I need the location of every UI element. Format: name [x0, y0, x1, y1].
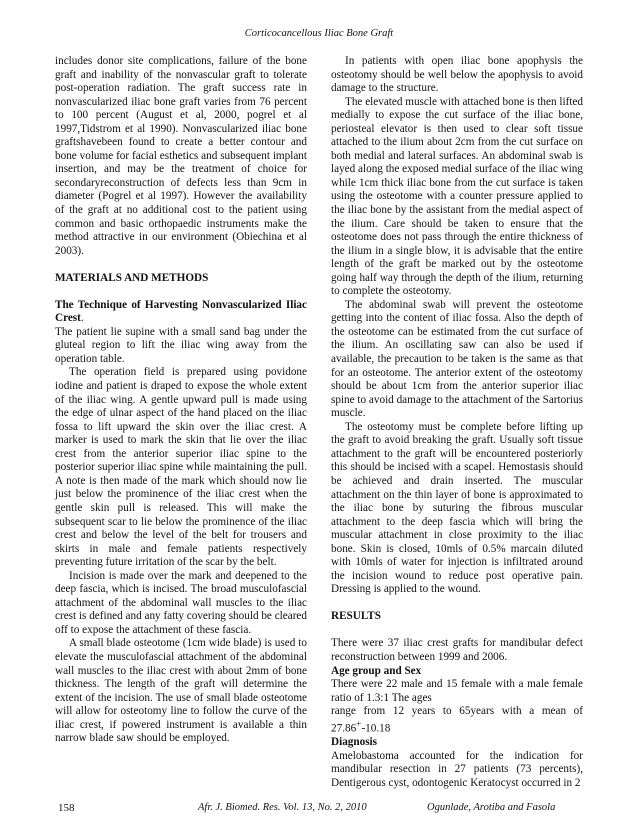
- author-names: Ogunlade, Arotiba and Fasola: [427, 802, 556, 813]
- paragraph: A small blade osteotome (1cm wide blade) is used to elevate the musculofascial attachment of the abdominal wall muscles to the iliac crest with about 2mm of bone thickness. The length of the graft will determine the extent of the incision. The use of small blade osteotome will allow for osteotomy line to follow the curve of the iliac crest, if powered instrument is available a thin narrow blade saw should be employed.: [55, 637, 307, 745]
- paragraph: There were 37 iliac crest grafts for mandibular defect reconstruction between 1999 and 2006.: [331, 637, 583, 663]
- paragraph: The patient lie supine with a small sand bag under the gluteal region to lift the iliac wing away from the operation table.: [55, 325, 307, 365]
- section-heading-results: RESULTS: [331, 610, 381, 623]
- plus-minus-sup: +: [356, 719, 362, 730]
- subheading-age-sex: Age group and Sex: [331, 664, 422, 677]
- subheading-technique: [55, 299, 307, 326]
- paragraph: In patients with open iliac bone apophysis the osteotomy should be well below the apophysis to avoid damage to the structure.: [331, 55, 583, 95]
- paragraph: There were 22 male and 15 female with a male female ratio of 1.3:1 The ages: [331, 678, 583, 704]
- journal-citation: Afr. J. Biomed. Res. Vol. 13, No. 2, 2010: [198, 802, 367, 813]
- paragraph: The elevated muscle with attached bone is then lifted medially to expose the cut surface of the iliac bone, periosteal elevator is then used to clear soft tissue attached to the ilium about 2cm from the cut surface on both medial and lateral surfaces. An abdominal swab is layed along the exposed medial surface of the iliac wing while 1cm thick iliac bone from the cut surface is taken using the osteotome with a counter pressure applied to the iliac bone by the assistant from the medial aspect of the ilium. Care should be taken to ensure that the osteotome does not pass through the entire thickness of the ilium in a single blow, it is advisable that the entire length of the graft be marked out by the osteotome going half way through the depth of the ilium, returning to complete the osteotomy.: [331, 95, 583, 298]
- left-column: [55, 55, 307, 746]
- subheading-technique-text: The Technique of Harvesting Nonvascularized Iliac Crest: [55, 298, 307, 325]
- running-title: Corticocancellous Iliac Bone Graft: [244, 28, 394, 39]
- paragraph: [331, 705, 583, 736]
- paragraph: The operation field is prepared using povidone iodine and patient is draped to expose the whole extent of the iliac wing. A gentle upward pull is made using the edge of ulnar aspect of the hand placed on the iliac fossa to lift upward the skin over the iliac crest. A marker is used to mark the skin that lie over the iliac crest from the anterior superior iliac spine to the posterior superior iliac spine while maintaining the pull. A note is then made of the mark which should now lie just below the prominence of the iliac crest when the gentle skin pull is released. This will make the subsequent scar to lie below the prominence of the iliac crest and below the level of the belt for trousers and skirts in male and female patients respectively preventing future irritation of the scar by the belt.: [55, 366, 307, 569]
- subheading-period: .: [80, 312, 84, 325]
- page-number: 158: [58, 802, 75, 814]
- section-heading-methods: MATERIALS AND METHODS: [55, 271, 209, 284]
- age-range-text: range from 12 years to 65years with a mean of 27.86: [331, 705, 583, 735]
- age-range-sd: -10.18: [361, 722, 391, 735]
- subheading-diagnosis: Diagnosis: [331, 735, 378, 748]
- paragraph: The abdominal swab will prevent the osteotome getting into the content of iliac fossa. Also the depth of the osteotome can be estimated from the cut surface of the ilium. An oscillating saw can also be used if available, the precaution to be taken is the same as that for an osteotome. The anterior extent of the osteotomy should be about 1cm from the anterior superior iliac spine to avoid damage to the attachment of the Sartorius muscle.: [331, 298, 583, 420]
- paragraph: The osteotomy must be complete before lifting up the graft to avoid breaking the graft. Usually soft tissue attachment to the graft will be encountered posteriorly this should be incised with a scapel. Hemostasis should be achieved and drain inserted. The muscular attachment on the thin layer of bone is approximated to the iliac bone by suturing the fibrous muscular attachment to the deep fascia which will bring the muscular attachment in close proximity to the iliac bone. Skin is closed, 10mls of 0.5% marcain diluted with 10mls of water for injection is infiltrated around the incision wound to reduce post operative pain. Dressing is applied to the wound.: [331, 420, 583, 596]
- paragraph: Amelobastoma accounted for the indication for mandibular resection in 27 patients (73 percents), Dentigerous cyst, odontogenic Keratocyst occurred in 2: [331, 749, 583, 789]
- paragraph: includes donor site complications, failure of the bone graft and inability of the nonvascular graft to tolerate post-operation radiation. The graft success rate in nonvascularized iliac bone graft varies from 76 percent to 100 percent (August et al, 2000, pogrel et al 1997,Tidstrom et al 1990). Nonvascularized iliac bone graftshavebeen found to create a better contour and bone volume for facial esthetics and subsequent implant insertion, and may be the treatment of choice for secondaryreconstruction of defects less than 9cm in diameter (Pogrel et al 1997). However the availability of the graft at no additional cost to the patient using common and basic orthopaedic instruments make the method attractive in our environment (Obiechina et al 2003).: [55, 55, 307, 257]
- paragraph: Incision is made over the mark and deepened to the deep fascia, which is incised. The broad musculofascial attachment of the abdominal wall muscles to the iliac crest is defined and any fatty covering should be cleared off to expose the attachment of these fascia.: [55, 569, 307, 636]
- right-column: [331, 55, 583, 790]
